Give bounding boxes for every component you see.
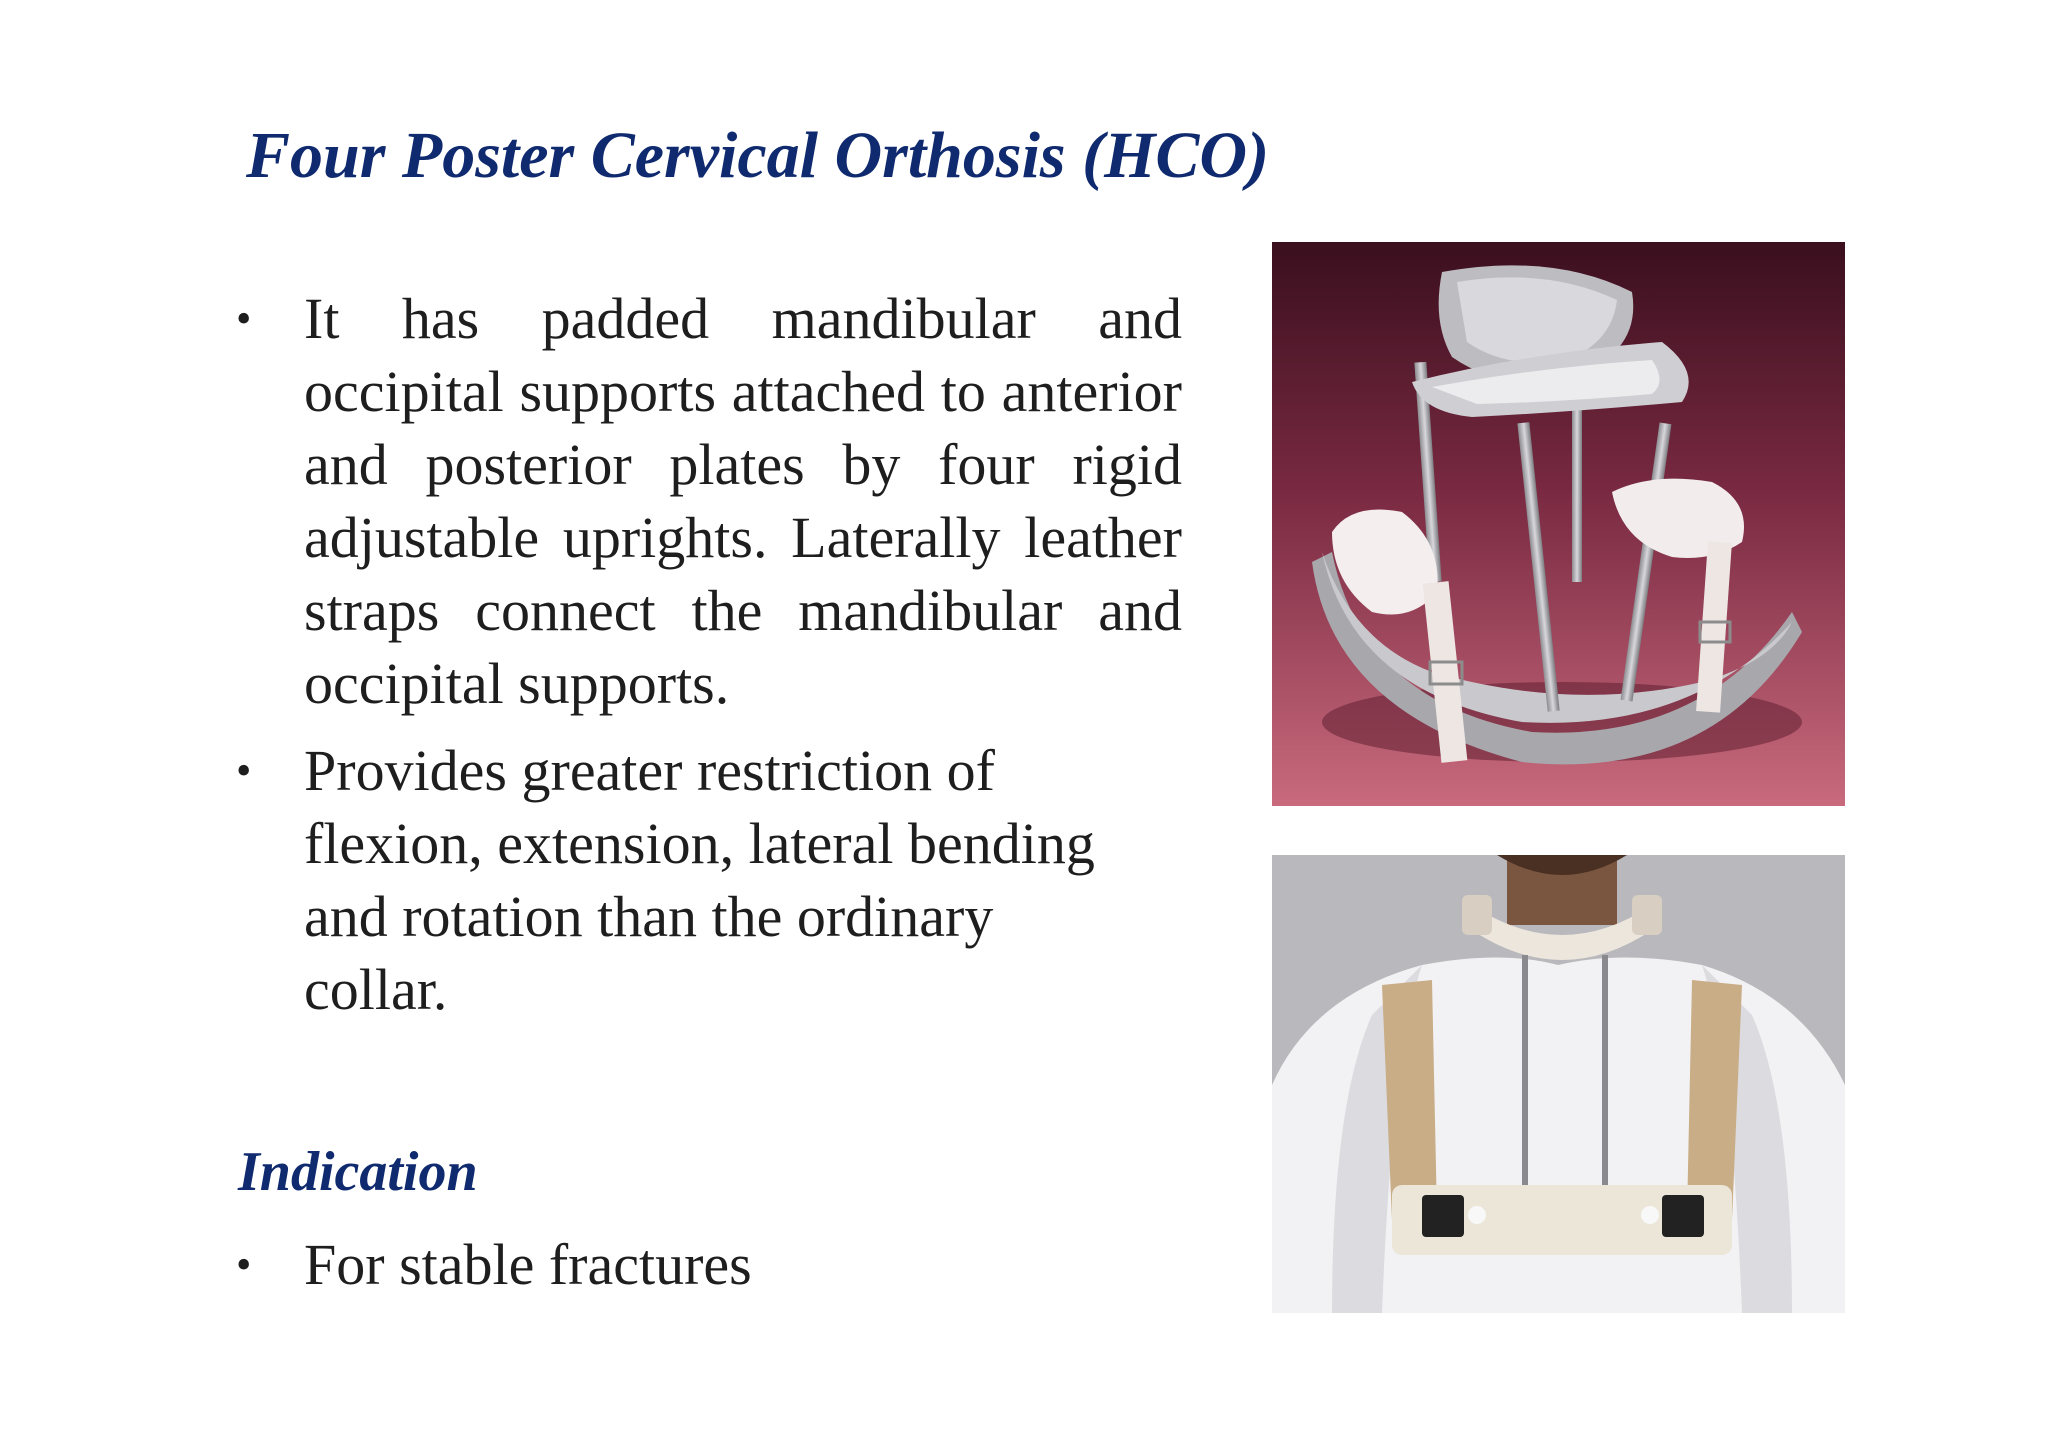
bullet-text: It has padded mandibular and occipital supports attached to anterior and posterior plates by four rigid adjustable uprights. Laterally leather straps connect the mandibular and occipital supports. (304, 286, 1182, 716)
bullet-text: Provides greater restriction of flexion, extension, lateral bending and rotation than the ordinary collar. (304, 738, 1095, 1022)
bullet-icon: • (236, 294, 252, 343)
indication-heading: Indication (238, 1141, 478, 1203)
bullet-icon: • (236, 746, 252, 795)
orthosis-product-illustration (1272, 242, 1845, 806)
orthosis-worn-photo (1272, 855, 1845, 1313)
orthosis-worn-illustration (1272, 855, 1845, 1313)
slide-title: Four Poster Cervical Orthosis (HCO) (246, 119, 1270, 192)
bullet-item (236, 1228, 1182, 1301)
bullet-item (236, 282, 1182, 720)
bullet-text: For stable fractures (304, 1232, 752, 1297)
orthosis-product-photo (1272, 242, 1845, 806)
bullet-item (236, 734, 1182, 1026)
description-bullet-list (236, 282, 1182, 1026)
bullet-icon: • (236, 1240, 252, 1289)
indication-bullet-list (236, 1228, 1182, 1301)
